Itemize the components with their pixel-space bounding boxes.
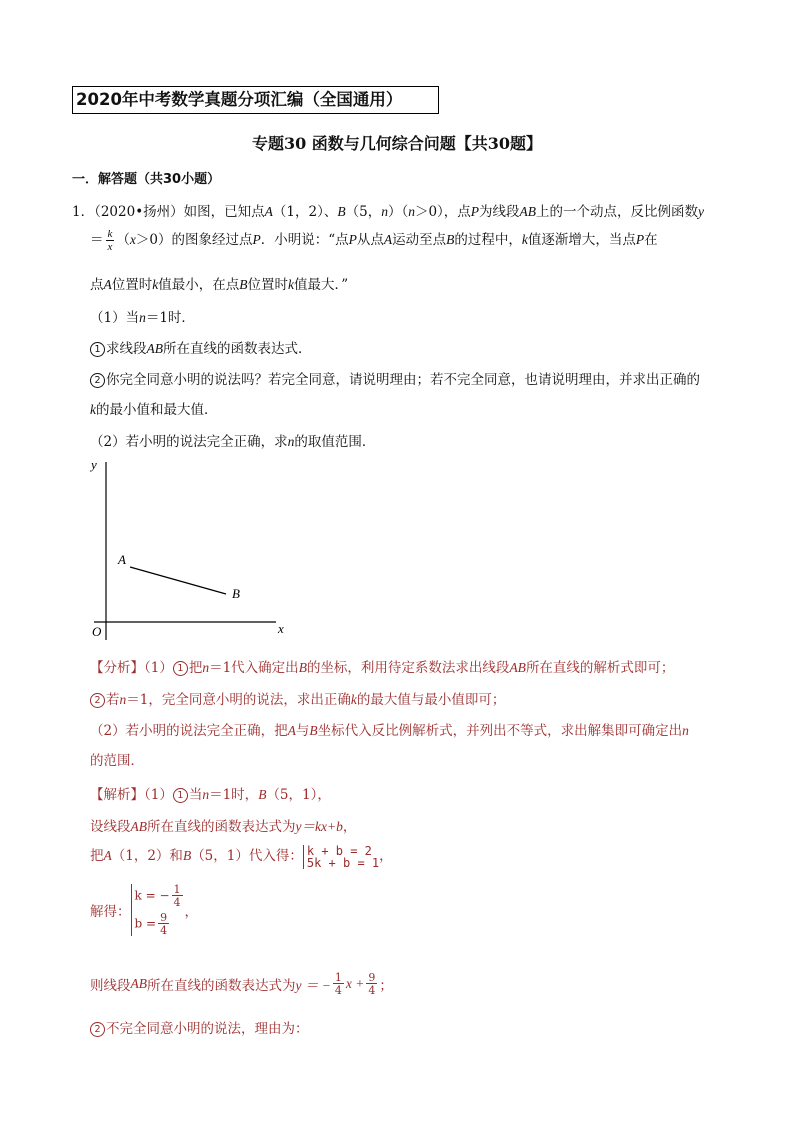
question-1a — [90, 337, 312, 357]
analysis-line-3 — [90, 719, 689, 739]
label-y: y — [91, 457, 97, 472]
var: k — [90, 402, 96, 417]
var: x — [129, 232, 136, 247]
problem-source: （2020•扬州） — [94, 204, 184, 220]
text: 运动至点 — [392, 232, 447, 248]
question-1 — [90, 306, 195, 326]
text: 值最小，在点 — [158, 277, 240, 293]
label-b: B — [232, 586, 240, 601]
text: ）（ — [387, 204, 409, 220]
problem-number: 1． — [72, 204, 95, 220]
segment-ab — [130, 567, 226, 594]
text: （ — [116, 232, 130, 248]
text: 设线段 — [90, 819, 131, 835]
denominator: 4 — [173, 896, 181, 909]
formula: y ＝ − — [295, 978, 331, 993]
text: 把 — [90, 848, 104, 864]
var: k — [152, 277, 159, 292]
var: B — [337, 204, 346, 219]
text: （5，1）， — [266, 787, 331, 803]
text: 解得： — [90, 904, 131, 920]
text: ＞0）的图象经过点 — [135, 232, 253, 248]
denominator: 4 — [368, 984, 376, 997]
var: AB — [509, 660, 526, 675]
var: k — [350, 692, 357, 707]
var: n — [287, 434, 295, 449]
circled-number-1: 1 — [173, 788, 188, 803]
text: ＞0），点 — [414, 204, 471, 220]
solution-k — [135, 884, 185, 908]
text: 位置时 — [111, 277, 153, 293]
document-header-title: 2020年中考数学真题分项汇编（全国通用） — [72, 86, 439, 114]
text: 在 — [644, 232, 658, 248]
numerator: 1 — [334, 971, 342, 984]
var: P — [252, 232, 261, 247]
text: 所在直线的解析式即可； — [525, 660, 675, 676]
text: ＝1时， — [209, 787, 259, 803]
question-1b — [90, 368, 700, 388]
solution-line-3 — [90, 844, 393, 869]
numerator: k — [107, 227, 113, 240]
label-origin: O — [92, 624, 102, 639]
var: n — [119, 692, 127, 707]
label-a: A — [118, 552, 126, 567]
analysis-line-4 — [90, 749, 144, 769]
question-2 — [90, 430, 375, 450]
text: 值逐渐增大，当点 — [527, 232, 636, 248]
section-heading: 一．解答题（共30小题） — [72, 172, 221, 187]
text: 的最小值和最大值． — [96, 402, 218, 418]
text: 若 — [106, 692, 120, 708]
text: （1，2）和 — [111, 848, 183, 864]
text: 从点 — [356, 232, 384, 248]
numerator: 9 — [160, 911, 168, 924]
numerator: 1 — [173, 883, 181, 896]
text: ； — [379, 978, 393, 994]
text: （5，1）代入得： — [191, 848, 303, 864]
formula: y＝kx+b — [295, 819, 343, 834]
var: B — [239, 277, 248, 292]
denominator: x — [107, 240, 113, 253]
var: B — [309, 723, 318, 738]
text: 与 — [295, 723, 310, 739]
solution-b — [135, 912, 185, 936]
circled-number-2: 2 — [90, 373, 105, 388]
var: B — [258, 787, 267, 802]
text: 当 — [188, 787, 203, 803]
analysis-tag: 【分析】 — [90, 660, 144, 676]
text: ＝1时． — [145, 310, 195, 326]
text: （1）当 — [90, 310, 140, 326]
var: AB — [519, 204, 537, 219]
var: P — [635, 232, 645, 247]
var: B — [298, 660, 307, 675]
text: 求线段 — [106, 341, 147, 357]
fraction — [366, 972, 377, 996]
text: （1） — [144, 787, 173, 803]
text: 为线段 — [479, 204, 520, 220]
var: A — [287, 723, 296, 738]
solution-system — [131, 884, 185, 936]
var: k — [521, 232, 528, 247]
var: n — [381, 204, 388, 219]
coordinate-figure — [80, 452, 300, 647]
text: 的坐标，利用待定系数法求出线段 — [306, 660, 510, 676]
text: 所在直线的函数表达式为 — [147, 978, 296, 994]
text: ＝ — [90, 232, 104, 248]
var: B — [182, 848, 192, 863]
var: A — [383, 232, 393, 247]
text: 的最大值与最小值即可； — [356, 692, 506, 708]
solution-line-4 — [90, 884, 198, 936]
problem-line-3 — [90, 273, 348, 293]
problem-line-1 — [72, 200, 704, 220]
label-x: x — [278, 621, 284, 636]
equation: k + b = 2 — [306, 843, 372, 858]
var: AB — [130, 976, 147, 991]
denominator: 4 — [160, 924, 168, 937]
solution-line-1 — [90, 783, 331, 803]
text: 不完全同意小明的说法，理由为： — [106, 1021, 309, 1037]
text: 则线段 — [90, 978, 131, 994]
var: AB — [146, 341, 163, 356]
question-1b-cont — [90, 398, 218, 418]
var: A — [103, 277, 112, 292]
text: ＝1代入确定出 — [209, 660, 299, 676]
text: 点 — [90, 277, 104, 293]
text: （2）若小明的说法完全正确，把 — [90, 723, 288, 739]
text: 的范围． — [90, 753, 144, 769]
var: y — [698, 204, 705, 219]
text: 位置时 — [247, 277, 288, 293]
text: ， — [342, 819, 357, 835]
text: ， — [379, 848, 393, 864]
solution-line-2 — [90, 815, 356, 835]
var: n — [408, 204, 415, 219]
circled-number-1: 1 — [173, 661, 188, 676]
fraction-k-over-x — [106, 229, 115, 253]
var: n — [202, 787, 210, 802]
text: 把 — [188, 660, 203, 676]
text: 你完全同意小明的说法吗？若完全同意，请说明理由；若不完全同意，也请说明理由，并求出正确的 — [106, 372, 700, 388]
circled-number-2: 2 — [90, 693, 105, 708]
var: n — [202, 660, 210, 675]
numerator: 9 — [368, 971, 376, 984]
text: 所在直线的函数表达式为 — [147, 819, 296, 835]
problem-line-2 — [90, 228, 658, 253]
text: k = − — [134, 888, 170, 903]
text: ．小明说：“点 — [260, 232, 349, 248]
equation-system — [303, 845, 379, 869]
equation: 5k + b = 1 — [306, 855, 380, 870]
circled-number-1: 1 — [90, 342, 105, 357]
var: n — [139, 310, 146, 325]
text: ＝1，完全同意小明的说法，求出正确 — [126, 692, 351, 708]
fraction — [333, 972, 344, 996]
analysis-line-1 — [90, 656, 674, 676]
solution-line-5 — [90, 972, 393, 996]
formula: x + — [345, 976, 365, 991]
text: b = — [134, 916, 157, 931]
text: 的过程中， — [454, 232, 522, 248]
text: （2）若小明的说法完全正确，求 — [90, 434, 288, 450]
text: 上的一个动点，反比例函数 — [536, 204, 699, 220]
fraction — [172, 884, 183, 908]
var: P — [470, 204, 480, 219]
var: AB — [130, 819, 147, 834]
var: A — [264, 204, 273, 219]
text: 的取值范围． — [294, 434, 376, 450]
var: P — [348, 232, 357, 247]
topic-subtitle: 专题30 函数与几何综合问题【共30题】 — [251, 134, 543, 153]
text: （1，2）、 — [272, 204, 338, 220]
var: n — [682, 723, 689, 738]
text: （1） — [144, 660, 173, 676]
var: k — [288, 277, 294, 292]
solution-tag: 【解析】 — [90, 787, 144, 803]
denominator: 4 — [334, 984, 342, 997]
var: B — [446, 232, 455, 247]
text: 如图，已知点 — [183, 204, 265, 220]
fraction — [158, 912, 169, 936]
text: （5， — [345, 204, 382, 220]
analysis-line-2 — [90, 688, 505, 708]
text: ， — [184, 904, 199, 920]
circled-number-2: 2 — [90, 1022, 105, 1037]
solution-line-6 — [90, 1017, 309, 1037]
text: 坐标代入反比例解析式，并列出不等式，求出解集即可确定出 — [317, 723, 683, 739]
text: 所在直线的函数表达式． — [163, 341, 312, 357]
var: A — [103, 848, 112, 863]
text: 值最大．” — [294, 277, 349, 293]
